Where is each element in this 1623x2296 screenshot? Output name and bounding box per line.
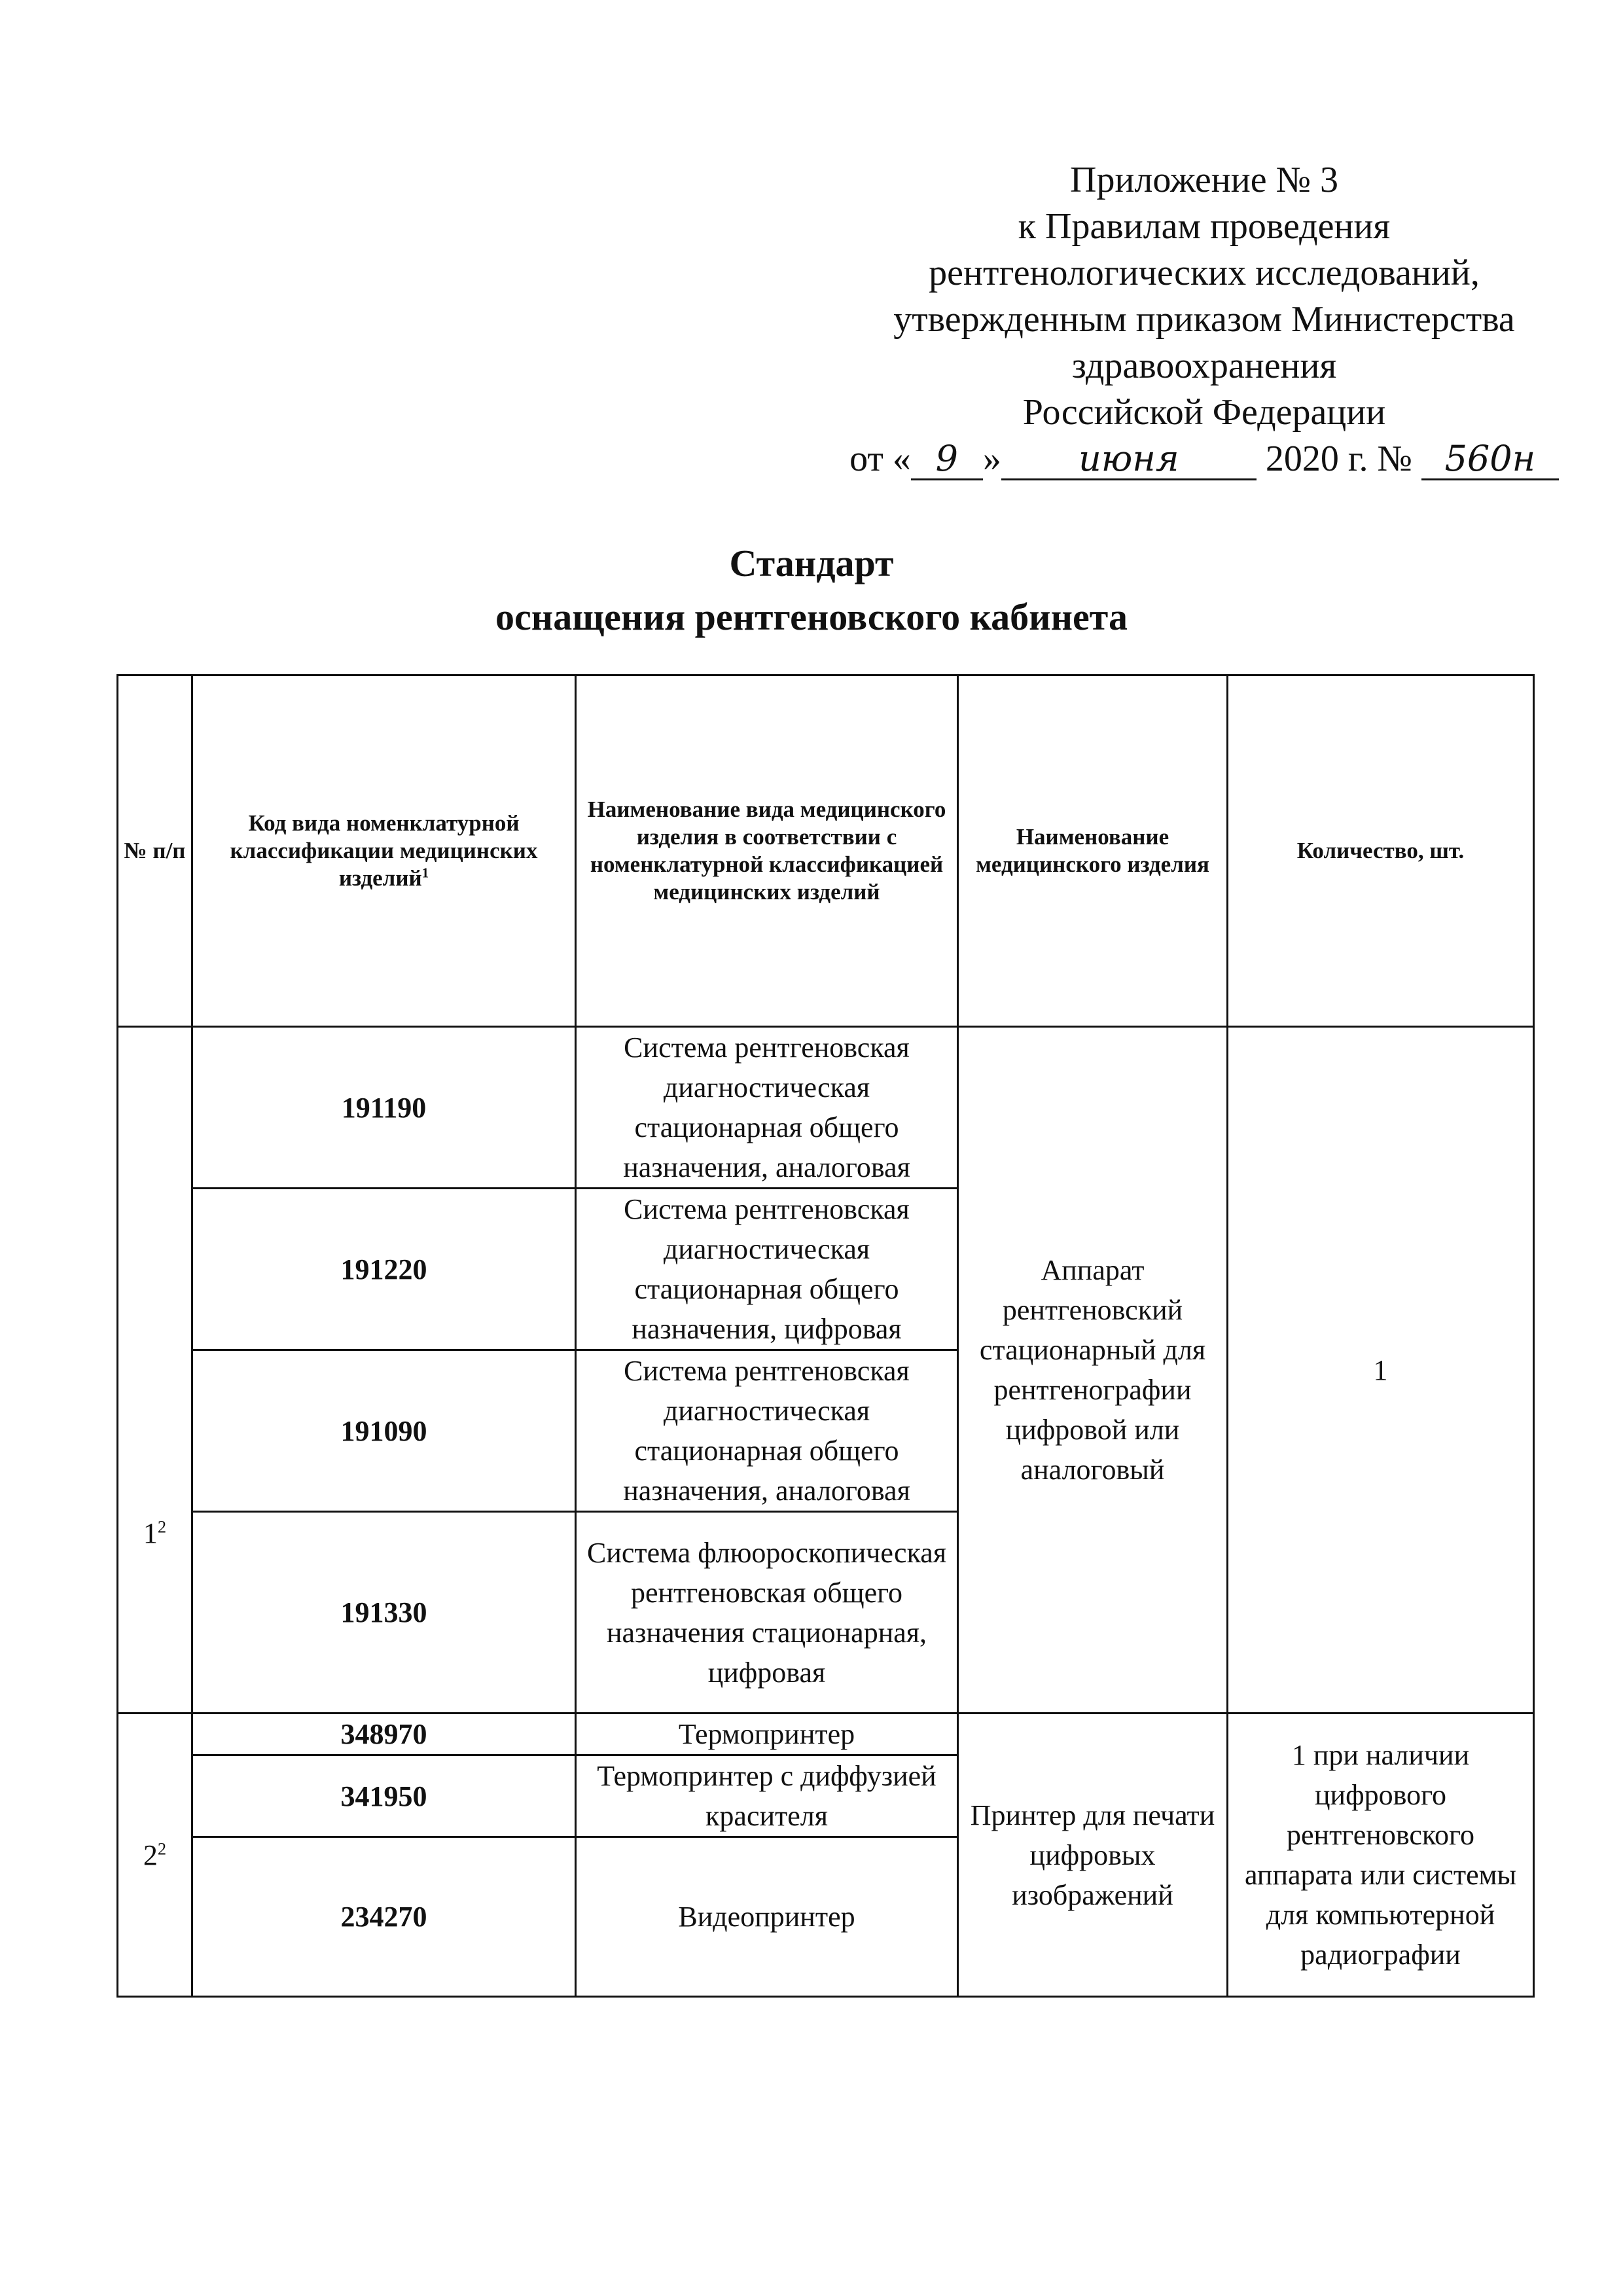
appendix-block [825,157,1584,482]
header-code-text: Код вида номенклатурной классификации медицинских изделий [230,810,538,891]
kind-cell: Система рентгеновская диагностическая стационарная общего назначения, цифровая [576,1189,958,1350]
kind-cell: Система рентгеновская диагностическая стационарная общего назначения, аналоговая [576,1350,958,1512]
appendix-line-1: Приложение № 3 [1070,160,1338,200]
date-mid: » [982,439,1001,479]
group-1-footnote: 2 [157,1516,167,1536]
header-code-footnote: 1 [421,865,429,881]
table-row [118,1027,1534,1189]
header-code [192,675,576,1027]
code-cell: 341950 [192,1755,576,1837]
header-kind: Наименование вида медицинского изделия в соответствии с номенклатурной классификацией медицинских изделий [576,675,958,1027]
kind-cell: Система флюороскопическая рентгеновская общего назначения стационарная, цифровая [576,1512,958,1713]
appendix-line-2: к Правилам проведения [1018,206,1391,247]
appendix-line-4: утвержденным приказом Министерства [893,299,1515,340]
group-1-qty: 1 [1228,1027,1534,1713]
code-cell: 191330 [192,1512,576,1713]
code-cell: 191220 [192,1189,576,1350]
group-2-num: 2 [143,1839,158,1871]
appendix-line-3: рентгенологических исследований, [929,253,1480,293]
date-prefix: от « [849,439,911,479]
kind-cell: Система рентгеновская диагностическая стационарная общего назначения, аналоговая [576,1027,958,1189]
header-qty: Количество, шт. [1228,675,1534,1027]
kind-cell: Термопринтер с диффузией красителя [576,1755,958,1837]
code-cell: 348970 [192,1713,576,1755]
table-header-row [118,675,1534,1027]
equipment-standard-table [116,674,1535,1998]
order-number-handwritten: 560н [1421,439,1559,480]
table-row [118,1713,1534,1755]
date-day-handwritten: 9 [911,439,983,480]
code-cell: 234270 [192,1837,576,1997]
group-2-number [118,1713,192,1997]
document-title [0,537,1623,644]
code-cell: 191190 [192,1027,576,1189]
appendix-line-5: здравоохранения [1071,346,1337,386]
group-1-number-text [143,1513,166,1553]
group-2-footnote: 2 [157,1838,167,1858]
group-1-device: Аппарат рентгеновский стационарный для рентгенографии цифровой или аналоговый [958,1027,1228,1713]
group-2-device: Принтер для печати цифровых изображений [958,1713,1228,1997]
group-1-num: 1 [143,1516,158,1549]
date-month-handwritten: июня [1001,439,1257,480]
title-line-2: оснащения рентгеновского кабинета [495,596,1128,638]
group-1-number [118,1027,192,1713]
date-year: 2020 г. № [1265,439,1412,479]
appendix-line-6: Российской Федерации [1022,392,1386,433]
group-2-qty: 1 при наличии цифрового рентгеновского аппарата или системы для компьютерной радиографии [1228,1713,1534,1997]
header-num: № п/п [118,675,192,1027]
kind-cell: Видеопринтер [576,1837,958,1997]
order-date-line [825,436,1584,482]
header-device: Наименование медицинского изделия [958,675,1228,1027]
code-cell: 191090 [192,1350,576,1512]
kind-cell: Термопринтер [576,1713,958,1755]
title-line-1: Стандарт [729,542,894,584]
